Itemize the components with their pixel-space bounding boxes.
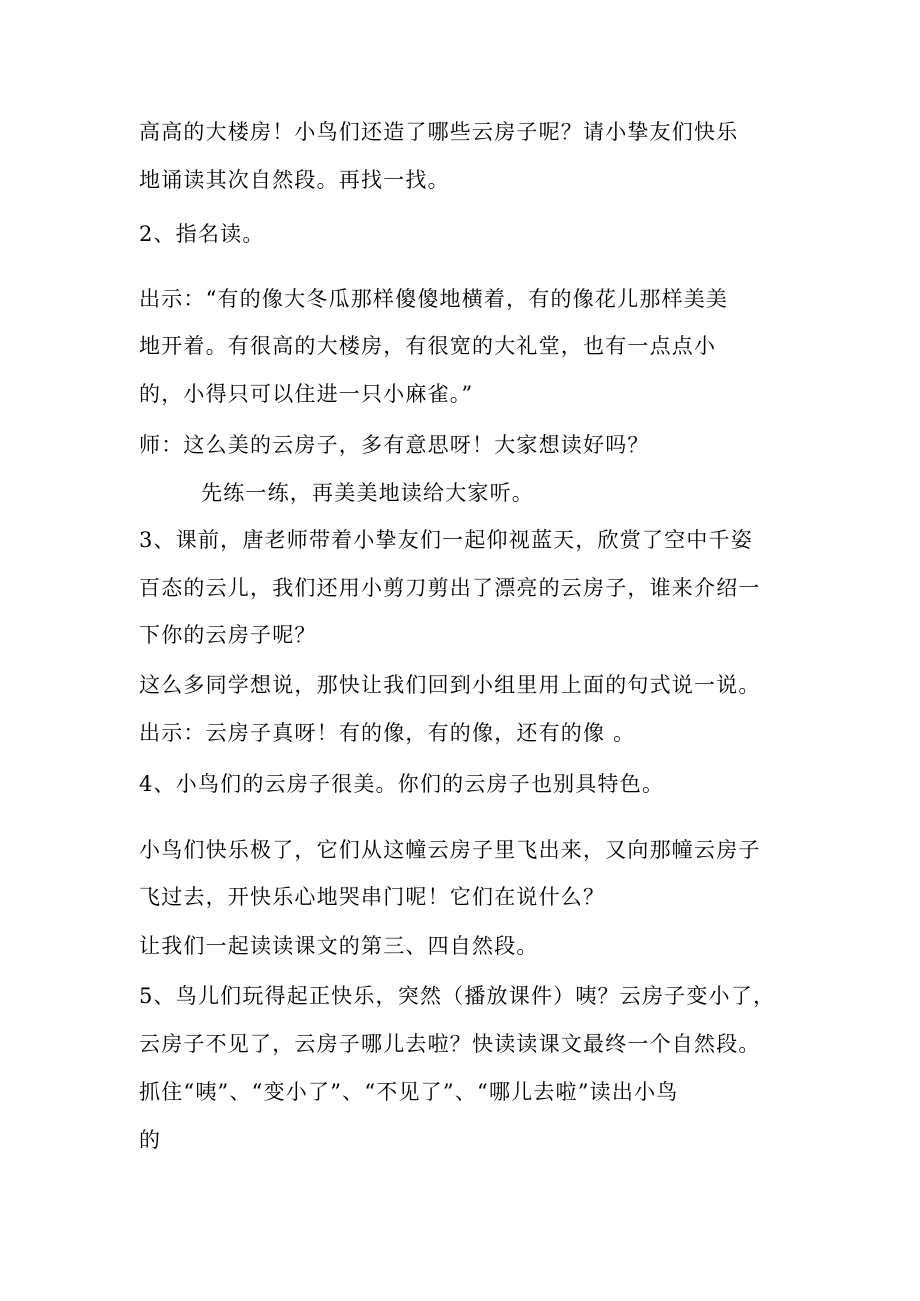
text-line: 抓住“咦”、“变小了”、“不见了”、“哪儿去啦”读出小鸟 (139, 1080, 679, 1104)
text-line: 3、课前，唐老师带着小挚友们一起仰视蓝天，欣赏了空中千姿 (139, 528, 753, 552)
text-line: 云房子不见了，云房子哪儿去啦？快读读课文最终一个自然段。 (139, 1032, 761, 1056)
text-line: 2、指名读。 (139, 222, 265, 246)
text-line: 5、鸟儿们玩得起正快乐，突然（播放课件）咦？云房子变小了， (139, 984, 776, 1008)
text-line: 先练一练，再美美地读给大家听。 (201, 481, 534, 505)
text-line: 地开着。有很高的大楼房，有很宽的大礼堂，也有一点点小 (139, 334, 717, 358)
text-line: 让我们一起读读课文的第三、四自然段。 (139, 934, 539, 958)
text-line: 下你的云房子呢？ (139, 623, 317, 647)
text-line: 师：这么美的云房子，多有意思呀！大家想读好吗？ (139, 433, 650, 457)
text-line: 的，小得只可以住进一只小麻雀。” (139, 382, 474, 406)
text-line: 4、小鸟们的云房子很美。你们的云房子也别具特色。 (139, 772, 665, 796)
text-line: 地诵读其次自然段。再找一找。 (139, 168, 450, 192)
text-line: 出示：云房子真呀！有的像，有的像，还有的像 。 (139, 721, 636, 745)
text-line: 出示：“有的像大冬瓜那样傻傻地横着，有的像花儿那样美美 (139, 287, 729, 311)
text-line: 这么多同学想说，那快让我们回到小组里用上面的句式说一说。 (139, 673, 761, 697)
text-line: 高高的大楼房！小鸟们还造了哪些云房子呢？请小挚友们快乐 (139, 120, 739, 144)
text-line: 的 (139, 1128, 162, 1152)
text-line: 百态的云儿，我们还用小剪刀剪出了漂亮的云房子，谁来介绍一 (139, 576, 761, 600)
text-line: 小鸟们快乐极了，它们从这幢云房子里飞出来，又向那幢云房子 (139, 838, 761, 862)
text-line: 飞过去，开快乐心地哭串门呢！它们在说什么？ (139, 885, 606, 909)
